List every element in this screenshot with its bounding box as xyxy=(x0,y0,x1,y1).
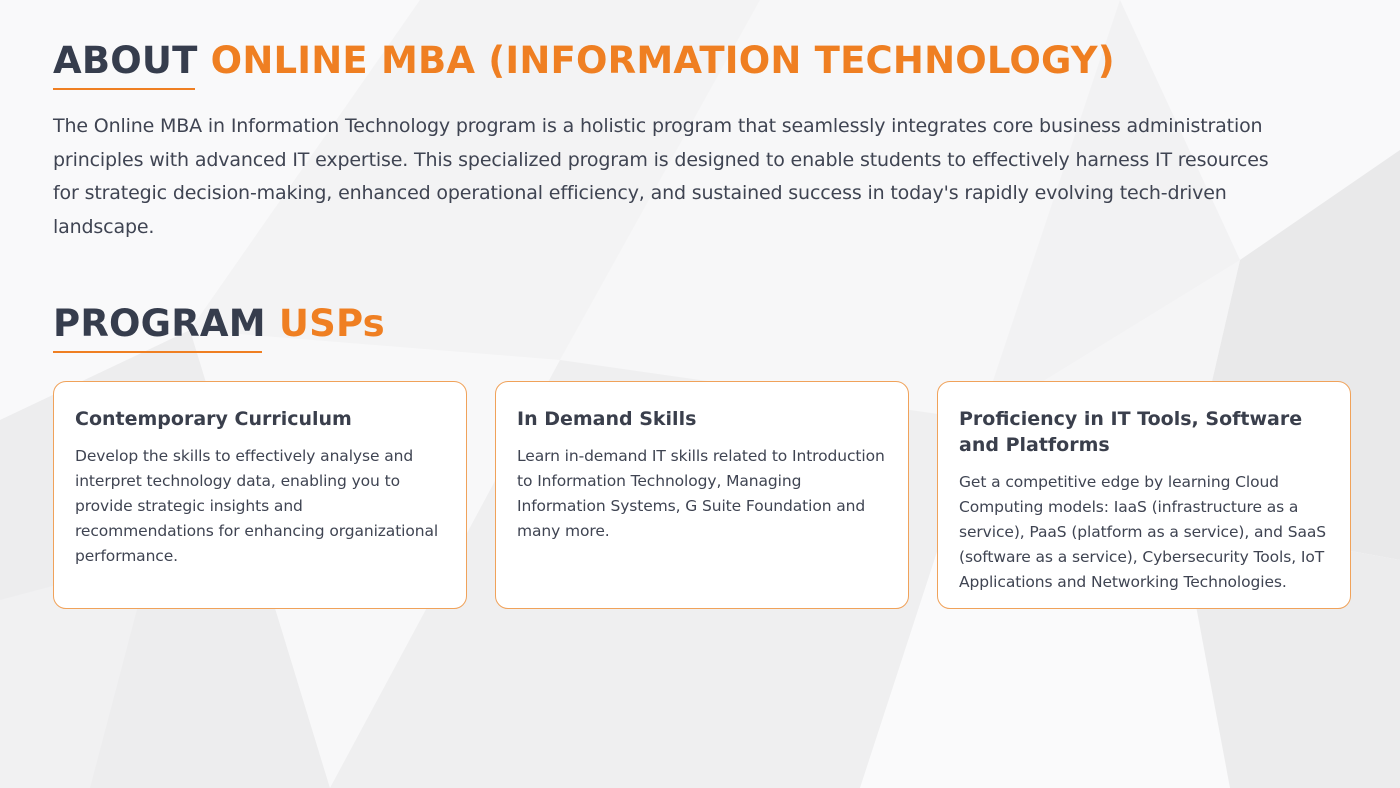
usp-card-it-tools-proficiency xyxy=(937,381,1351,609)
usp-card-in-demand-skills xyxy=(495,381,909,609)
usps-heading-prefix: PROGRAM xyxy=(53,302,266,345)
usp-card-title: Proficiency in IT Tools, Software and Platforms xyxy=(959,408,1303,456)
usps-heading-accent: USPs xyxy=(278,302,385,345)
usp-card-description: Learn in-demand IT skills related to Introduction to Information Technology, Managing Information Systems, G Suite Foundation and many more. xyxy=(517,447,885,540)
about-heading xyxy=(53,36,1115,86)
usp-card-title: Contemporary Curriculum xyxy=(75,408,352,430)
usp-card-description: Develop the skills to effectively analyse and interpret technology data, enabling you to provide strategic insights and recommendations for enhancing organizational performance. xyxy=(75,447,439,565)
about-description: The Online MBA in Information Technology program is a holistic program that seamlessly integrates core business administration principles with advanced IT expertise. This specialized program is designed to enable students to effectively harness IT resources for strategic decision-making, enhanced operational efficiency, and sustained success in today's rapidly evolving tech-driven landscape. xyxy=(53,115,1269,238)
usp-card-title: In Demand Skills xyxy=(517,408,697,430)
usps-heading xyxy=(53,299,385,349)
about-heading-underline xyxy=(53,88,195,90)
usp-cards xyxy=(53,381,1353,609)
about-heading-program-name: ONLINE MBA (INFORMATION TECHNOLOGY) xyxy=(210,39,1115,82)
usps-heading-underline xyxy=(53,351,262,353)
usp-card-description: Get a competitive edge by learning Cloud Computing models: IaaS (infrastructure as a service), PaaS (platform as a service), and SaaS (software as a service), Cybersecurity Tools, IoT Applications and Networking Technologies. xyxy=(959,473,1326,591)
usp-card-contemporary-curriculum xyxy=(53,381,467,609)
about-heading-prefix: ABOUT xyxy=(53,39,198,82)
program-usps-section xyxy=(53,299,1353,609)
about-section xyxy=(53,36,1353,244)
